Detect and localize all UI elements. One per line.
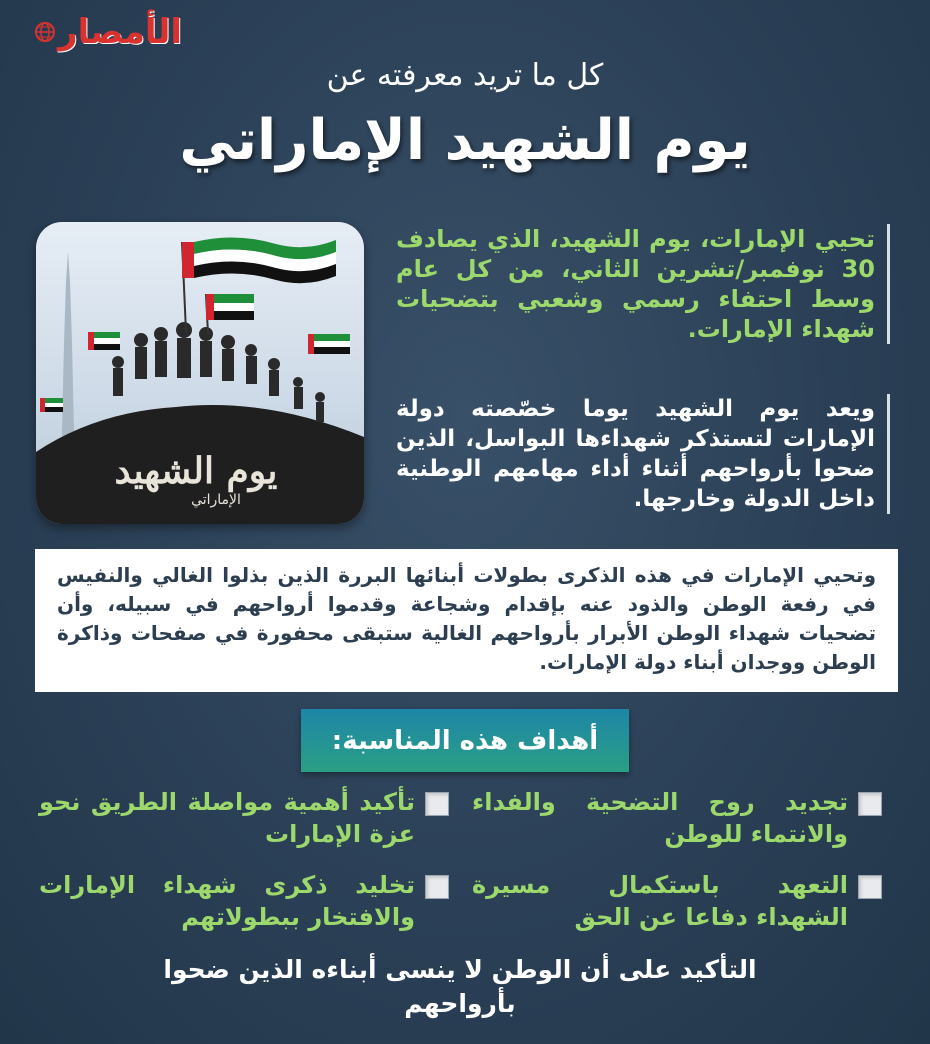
checkbox-icon xyxy=(858,792,882,816)
goal-item xyxy=(39,786,449,850)
hero-caption-small: الإماراتي xyxy=(191,492,241,508)
page-subtitle: كل ما تريد معرفته عن xyxy=(326,58,604,93)
goal-text: التعهد باستكمال مسيرة الشهداء دفاعا عن الحق xyxy=(472,871,848,931)
intro-paragraph-2: ويعد يوم الشهيد يوما خصّصته دولة الإمارات لتستذكر شهداءها البواسل، الذين ضحوا بأرواحهم أثناء أداء مهامهم الوطنية داخل الدولة وخارجها. xyxy=(396,394,890,514)
goal-text: تخليد ذكرى شهداء الإمارات والافتخار ببطولاتهم xyxy=(39,871,415,931)
goal-text: تأكيد أهمية مواصلة الطريق نحو عزة الإمارات xyxy=(39,788,415,848)
page-title: يوم الشهيد الإماراتي xyxy=(179,108,751,173)
checkbox-icon xyxy=(425,875,449,899)
hero-caption: يوم الشهيد xyxy=(114,450,278,492)
goals-header: أهداف هذه المناسبة: xyxy=(301,709,629,772)
goal-item xyxy=(472,869,882,933)
highlight-box: وتحيي الإمارات في هذه الذكرى بطولات أبنائها البررة الذين بذلوا الغالي والنفيس في رفعة الوطن والذود عنه بإقدام وشجاعة وقدموا أرواحهم في سبيله، وأن تضحيات شهداء الوطن الأبرار بأرواحهم الغالية ستبقى محفورة في صفحات وذاكرة الوطن ووجدان أبناء دولة الإمارات. xyxy=(35,549,898,692)
hero-image xyxy=(36,222,364,524)
intro-paragraph-1: تحيي الإمارات، يوم الشهيد، الذي يصادف 30 نوفمبر/تشرين الثاني، من كل عام وسط احتفاء رسمي وشعبي بتضحيات شهداء الإمارات. xyxy=(396,224,890,344)
globe-icon xyxy=(34,21,56,43)
final-goal: التأكيد على أن الوطن لا ينسى أبناءه الذين ضحوا بأرواحهم xyxy=(163,955,757,1018)
brand-logo xyxy=(32,12,182,52)
goal-text: تجديد روح التضحية والفداء والانتماء للوطن xyxy=(472,788,848,848)
checkbox-icon xyxy=(425,792,449,816)
goal-item xyxy=(39,869,449,933)
goal-item xyxy=(472,786,882,850)
checkbox-icon xyxy=(858,875,882,899)
brand-name: الأمصار xyxy=(58,12,183,52)
